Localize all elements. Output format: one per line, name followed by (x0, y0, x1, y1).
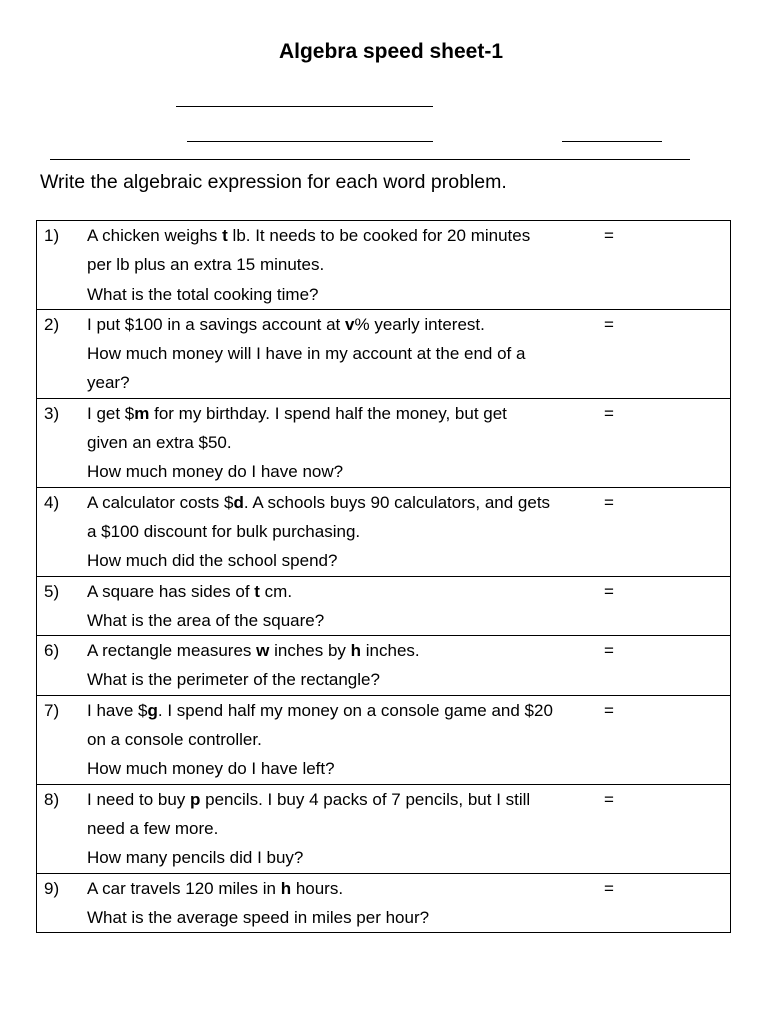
page-title: Algebra speed sheet-1 (278, 40, 504, 63)
text-segment: How much money do I have left? (87, 759, 335, 779)
text-segment: need a few more. (87, 818, 219, 838)
variable-letter: t (222, 226, 228, 245)
problem-text-line (87, 221, 589, 250)
text-segment: year? (87, 373, 130, 393)
text-segment: . A schools buys 90 calculators, and gets (243, 492, 551, 512)
answer-equals-field[interactable]: = (604, 403, 614, 423)
problem-row (37, 309, 730, 398)
text-segment: I need to buy (87, 789, 191, 809)
problem-text-line (87, 250, 589, 279)
problem-text-line (87, 843, 589, 872)
problem-row (37, 873, 730, 933)
problem-number: 8) (44, 789, 60, 809)
problem-text-line (87, 339, 589, 368)
problem-text (87, 636, 589, 695)
text-segment: How much money will I have in my account at the end of a (87, 344, 526, 364)
problem-number: 7) (44, 700, 60, 720)
problem-text (87, 488, 589, 576)
variable-letter: p (190, 789, 201, 809)
text-segment: A chicken weighs (87, 226, 223, 245)
problem-row (37, 695, 730, 784)
problem-number: 9) (44, 878, 60, 898)
blank-line-3[interactable] (562, 141, 662, 142)
variable-letter: v (345, 314, 355, 334)
text-segment: lb. It needs to be cooked for 20 minutes (227, 226, 531, 245)
variable-letter: d (233, 492, 244, 512)
problem-text-line (87, 368, 589, 397)
problem-row (37, 221, 730, 309)
problem-row (37, 635, 730, 695)
text-segment: A car travels 120 miles in (87, 878, 281, 898)
text-segment: cm. (259, 581, 293, 601)
problem-text-line (87, 310, 589, 339)
problem-row (37, 784, 730, 873)
text-segment: given an extra $50. (87, 433, 232, 453)
text-segment: How much money do I have now? (87, 462, 344, 482)
text-segment: . I spend half my money on a console game and $20 (157, 700, 553, 720)
problem-text (87, 785, 589, 873)
variable-letter: h (280, 878, 292, 898)
variable-letter: m (134, 403, 150, 423)
problem-text (87, 696, 589, 784)
text-segment: hours. (291, 878, 344, 898)
problem-text-line (87, 517, 589, 546)
variable-letter: g (147, 700, 158, 720)
answer-equals-field[interactable]: = (604, 641, 614, 661)
problem-text (87, 874, 589, 933)
problem-text-line (87, 399, 589, 428)
text-segment: What is the perimeter of the rectangle? (87, 670, 380, 690)
problem-text-line (87, 606, 589, 635)
problem-text-line (87, 488, 589, 517)
problem-text-line (87, 785, 589, 814)
answer-equals-field[interactable]: = (604, 492, 614, 512)
text-segment: A rectangle measures (87, 641, 257, 661)
problem-number: 2) (44, 314, 60, 334)
instruction-text: Write the algebraic expression for each word problem. (40, 171, 507, 193)
problem-text-line (87, 754, 589, 783)
problem-text-line (87, 457, 589, 486)
text-segment: How much did the school spend? (87, 551, 338, 571)
answer-equals-field[interactable]: = (604, 226, 614, 245)
problem-text (87, 310, 589, 398)
problem-number: 4) (44, 492, 60, 512)
problem-number: 5) (44, 581, 60, 601)
variable-letter: h (350, 641, 362, 661)
text-segment: a $100 discount for bulk purchasing. (87, 521, 361, 541)
answer-equals-field[interactable]: = (604, 581, 614, 601)
problem-text-line (87, 546, 589, 575)
problems-table (36, 220, 731, 933)
blank-line-2[interactable] (187, 141, 433, 142)
answer-equals-field[interactable]: = (604, 700, 614, 720)
header-divider (50, 159, 690, 160)
blank-line-1[interactable] (176, 106, 433, 107)
problem-text (87, 221, 589, 309)
answer-equals-field[interactable]: = (604, 789, 614, 809)
answer-equals-field[interactable]: = (604, 314, 614, 334)
problem-text-line (87, 903, 589, 932)
text-segment: I put $100 in a savings account at (87, 314, 346, 334)
text-segment: What is the total cooking time? (87, 284, 319, 304)
problem-text-line (87, 725, 589, 754)
problem-text-line (87, 428, 589, 457)
text-segment: % yearly interest. (354, 314, 485, 334)
problem-row (37, 576, 730, 636)
text-segment: I get $ (87, 403, 135, 423)
text-segment: inches by (269, 641, 351, 661)
problem-number: 1) (44, 226, 60, 245)
problem-text-line (87, 874, 589, 903)
variable-letter: t (254, 581, 260, 601)
problem-text-line (87, 280, 589, 309)
problem-row (37, 487, 730, 576)
problem-text-line (87, 696, 589, 725)
text-segment: on a console controller. (87, 730, 262, 750)
problem-row (37, 398, 730, 487)
problem-text-line (87, 577, 589, 606)
problem-number: 3) (44, 403, 60, 423)
text-segment: per lb plus an extra 15 minutes. (87, 255, 325, 275)
text-segment: I have $ (87, 700, 148, 720)
text-segment: What is the area of the square? (87, 610, 325, 630)
text-segment: pencils. I buy 4 packs of 7 pencils, but I still (200, 789, 531, 809)
problem-number: 6) (44, 641, 60, 661)
problem-text-line (87, 665, 589, 694)
text-segment: How many pencils did I buy? (87, 848, 304, 868)
answer-equals-field[interactable]: = (604, 878, 614, 898)
text-segment: A calculator costs $ (87, 492, 234, 512)
problem-text (87, 577, 589, 636)
text-segment: A square has sides of (87, 581, 255, 601)
problem-text (87, 399, 589, 487)
problem-text-line (87, 814, 589, 843)
variable-letter: w (256, 641, 270, 661)
text-segment: for my birthday. I spend half the money, but get (149, 403, 507, 423)
text-segment: What is the average speed in miles per hour? (87, 907, 430, 927)
text-segment: inches. (361, 641, 420, 661)
problem-text-line (87, 636, 589, 665)
